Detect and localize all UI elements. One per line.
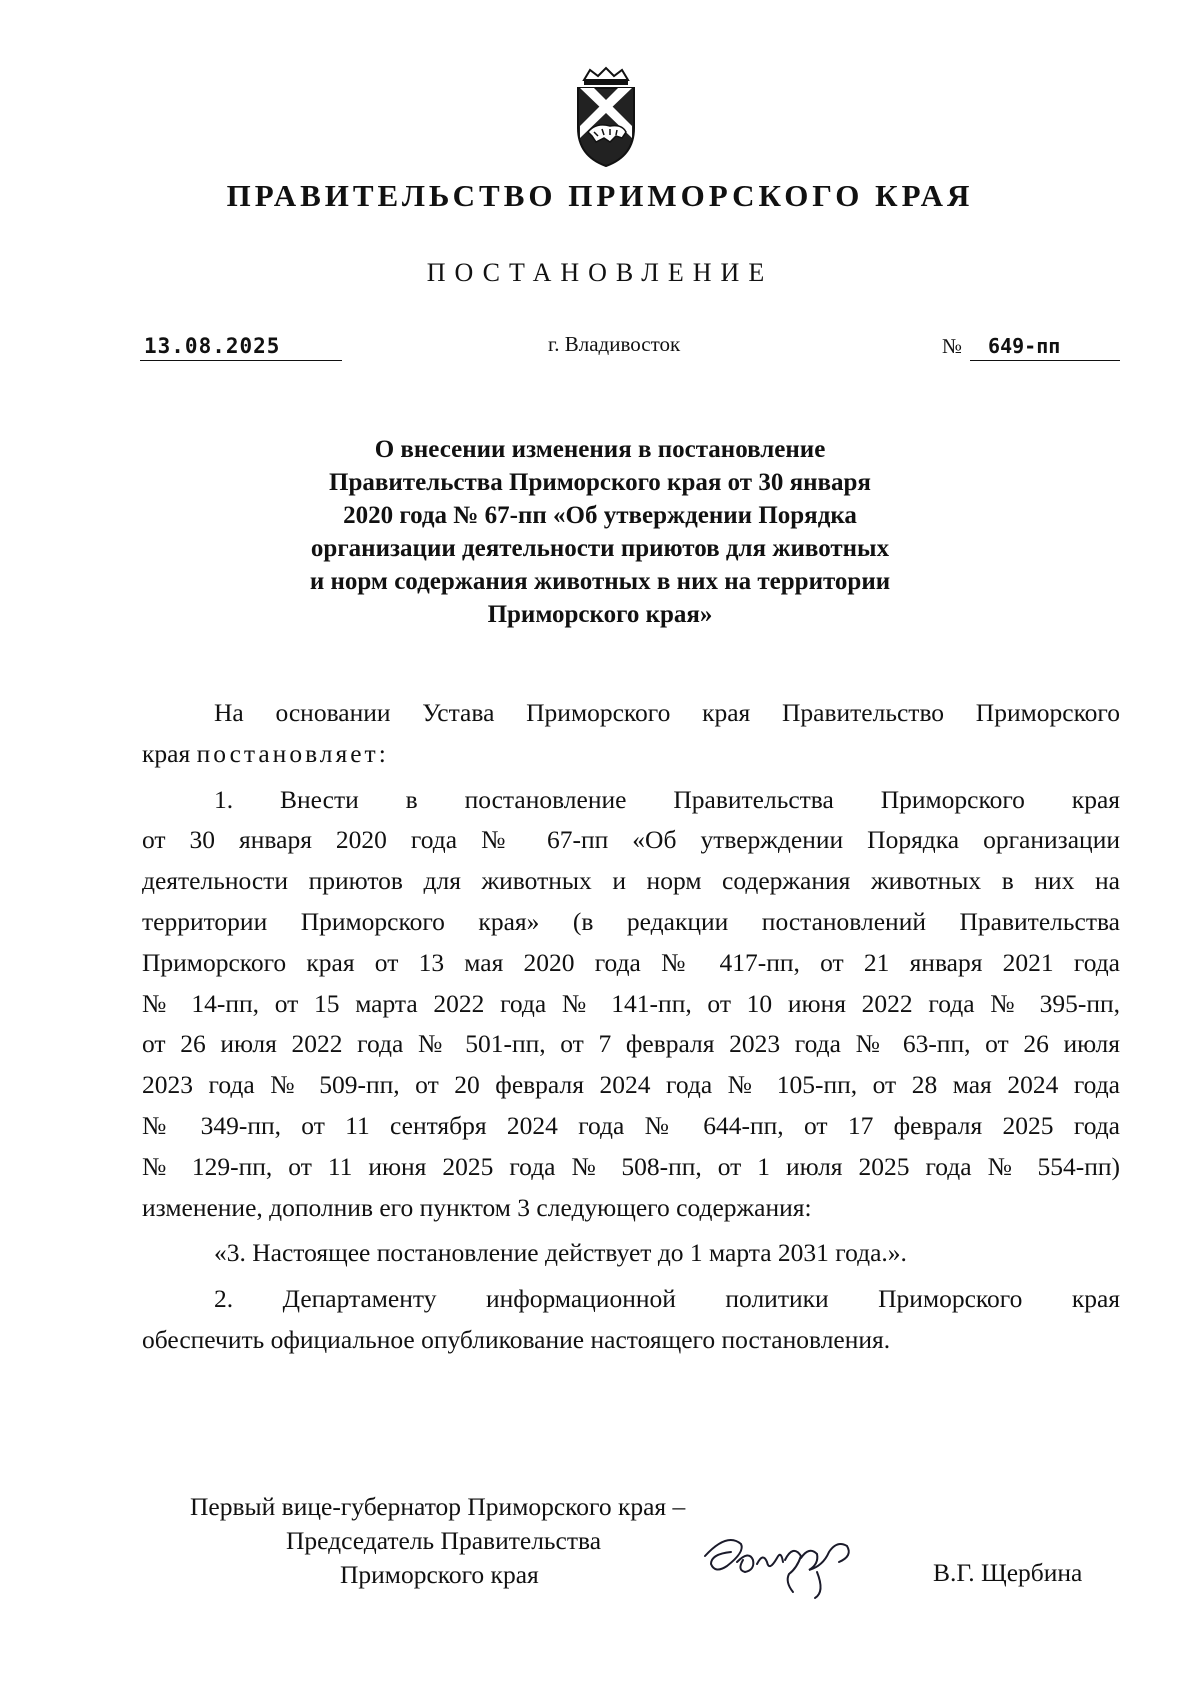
body-line: территории Приморского края» (в редакции постановлений Правительства — [142, 906, 1120, 936]
body-line: 2023 года № 509-пп, от 20 февраля 2024 года № 105-пп, от 28 мая 2024 года — [142, 1070, 1120, 1100]
body-word-spaced: постановляет: — [196, 738, 389, 768]
body-line: Приморского края от 13 мая 2020 года № 417-пп, от 21 января 2021 года — [142, 947, 1120, 977]
document-type: ПОСТАНОВЛЕНИЕ — [426, 258, 774, 287]
heading-line: Приморского края» — [487, 601, 713, 628]
body-line: от 26 июля 2022 года № 501-пп, от 7 февраля 2023 года № 63-пп, от 26 июля — [142, 1029, 1120, 1059]
body-line: обеспечить официальное опубликование настоящего постановления. — [142, 1324, 891, 1354]
signer-position — [190, 1490, 685, 1592]
handwritten-signature — [697, 1522, 897, 1602]
heading-line: организации деятельности приютов для животных — [310, 535, 890, 562]
body-word: края — [142, 738, 191, 768]
heading-line: Правительства Приморского края от 30 января — [329, 469, 871, 496]
body-line: 1. Внести в постановление Правительства Приморского края — [214, 784, 1120, 814]
body-line: № 14-пп, от 15 марта 2022 года № 141-пп, от 10 июня 2022 года № 395-пп, — [142, 988, 1120, 1018]
document-date: 13.08.2025 — [140, 332, 342, 361]
heading-line: и норм содержания животных в них на территории — [309, 568, 891, 595]
body-line: деятельности приютов для животных и норм содержания животных в них на — [142, 866, 1120, 896]
body-line: изменение, дополнив его пунктом 3 следующего содержания: — [142, 1192, 812, 1222]
heading-line: 2020 года № 67-пп «Об утверждении Порядка — [343, 502, 857, 529]
document-number: 649-пп — [970, 332, 1120, 361]
signer-name: В.Г. Щербина — [933, 1558, 1083, 1587]
document-heading — [250, 433, 950, 631]
body-line: 2. Департаменту информационной политики Приморского края — [214, 1284, 1120, 1314]
heading-line: О внесении изменения в постановление — [374, 436, 826, 463]
document-number-row — [942, 332, 1120, 360]
emblem-icon — [570, 66, 642, 170]
document-city: г. Владивосток — [548, 332, 681, 356]
signer-position-line: Председатель Правительства — [286, 1526, 602, 1555]
item-2-paragraph — [142, 1279, 1120, 1361]
intro-paragraph — [142, 693, 1120, 775]
item-1-paragraph — [142, 780, 1120, 1229]
government-title: ПРАВИТЕЛЬСТВО ПРИМОРСКОГО КРАЯ — [226, 178, 974, 213]
document-body — [142, 693, 1120, 1366]
signer-position-line: Приморского края — [340, 1560, 539, 1589]
body-line: от 30 января 2020 года № 67-пп «Об утверждении Порядка организации — [142, 825, 1120, 855]
body-line: № 349-пп, от 11 сентября 2024 года № 644-пп, от 17 февраля 2025 года — [142, 1110, 1120, 1140]
body-line — [142, 734, 1120, 775]
body-line: На основании Устава Приморского края Правительство Приморского — [214, 698, 1120, 727]
signer-position-line: Первый вице-губернатор Приморского края – — [190, 1492, 686, 1521]
body-line: № 129-пп, от 11 июня 2025 года № 508-пп, от 1 июля 2025 года № 554-пп) — [142, 1151, 1120, 1181]
number-sign: № — [942, 334, 963, 358]
quote-paragraph: «3. Настоящее постановление действует до 1 марта 2031 года.». — [214, 1238, 907, 1268]
